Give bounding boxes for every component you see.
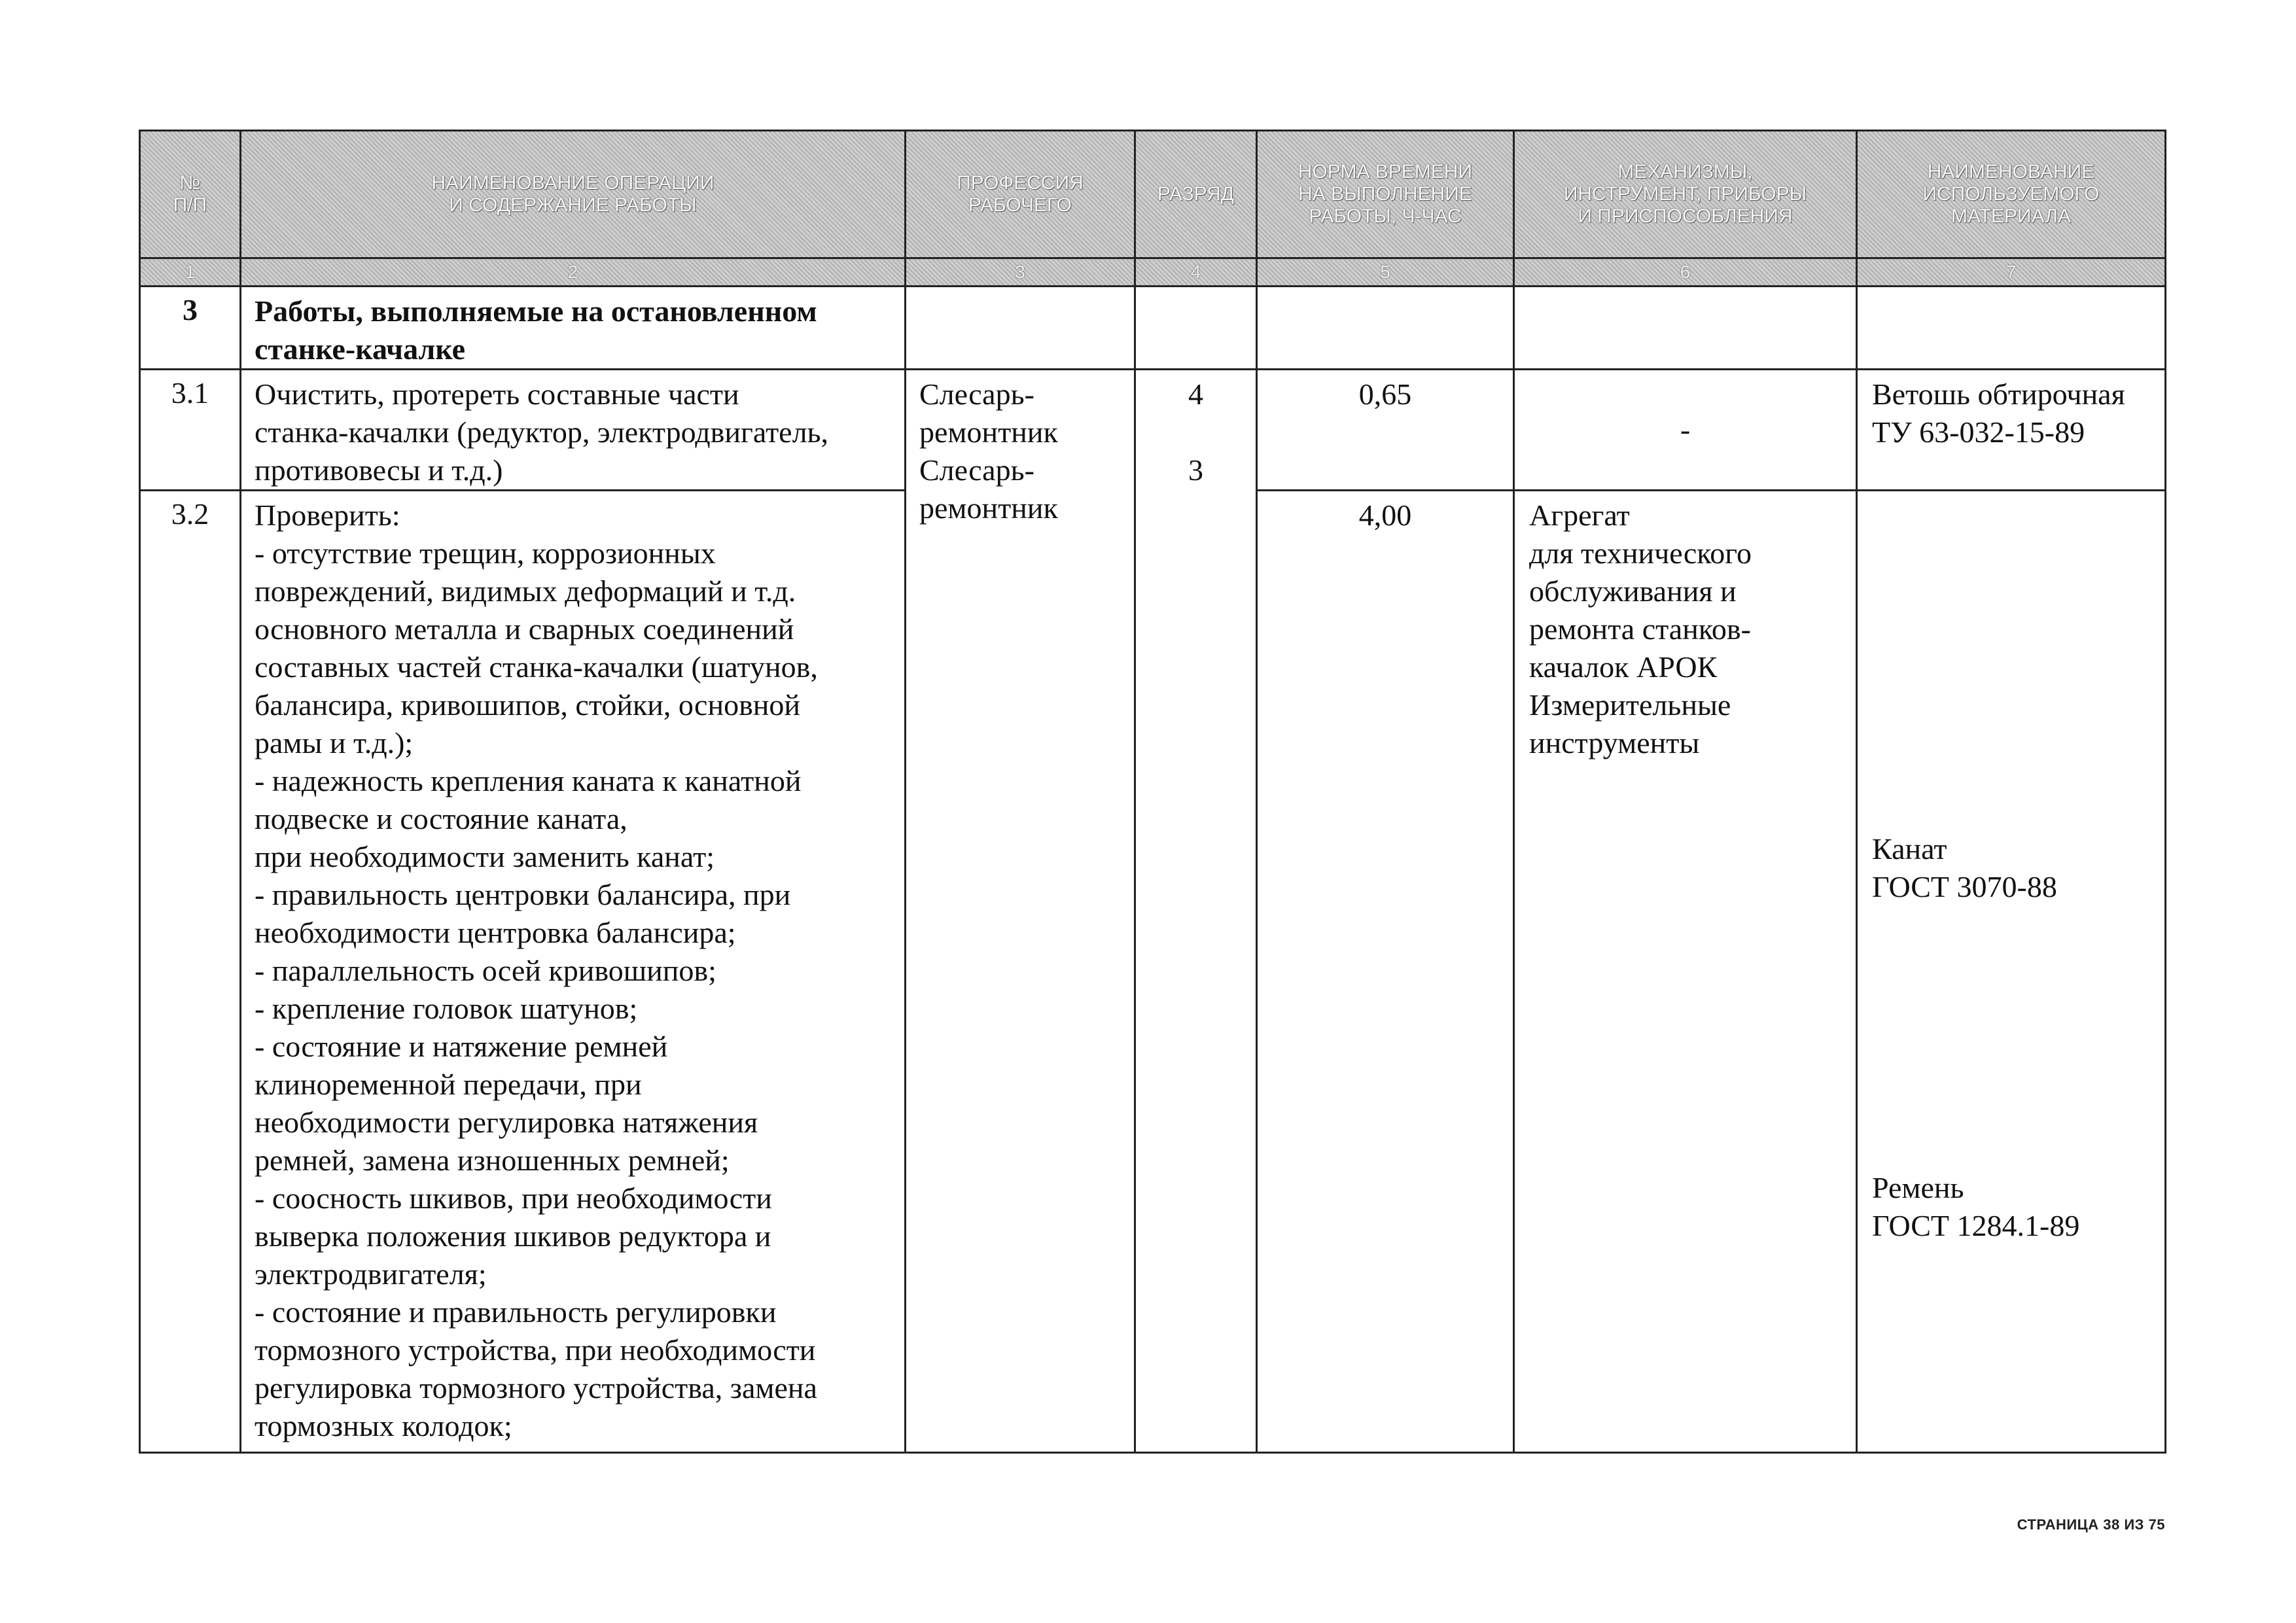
- rank-cell: 4 3: [1135, 370, 1257, 1453]
- column-number: 1: [140, 258, 241, 287]
- row-number: 3.2: [140, 491, 241, 1453]
- column-number: 6: [1514, 258, 1857, 287]
- table-row: [140, 370, 2166, 491]
- header-number: № П/П: [140, 131, 241, 258]
- header-time-norm: НОРМА ВРЕМЕНИ НА ВЫПОЛНЕНИЕ РАБОТЫ, Ч-ЧАС: [1257, 131, 1514, 258]
- header-rank: РАЗРЯД: [1135, 131, 1257, 258]
- material-cell: Ветошь обтирочная ТУ 63-032-15-89: [1857, 370, 2166, 491]
- page-number: СТРАНИЦА 38 ИЗ 75: [2017, 1516, 2165, 1533]
- empty-cell: [1514, 287, 1857, 370]
- time-norm: 0,65: [1257, 370, 1514, 491]
- table-header-row: [140, 131, 2166, 258]
- header-material: НАИМЕНОВАНИЕ ИСПОЛЬЗУЕМОГО МАТЕРИАЛА: [1857, 131, 2166, 258]
- column-number: 4: [1135, 258, 1257, 287]
- section-row: [140, 287, 2166, 370]
- row-number: 3.1: [140, 370, 241, 491]
- column-number: 2: [241, 258, 906, 287]
- mechanisms-cell: -: [1514, 370, 1857, 491]
- profession-cell: Слесарь- ремонтник Слесарь- ремонтник: [906, 370, 1135, 1453]
- empty-cell: [1857, 287, 2166, 370]
- material-spacer: [1872, 534, 2158, 792]
- material-cell: [1857, 491, 2166, 1453]
- operations-table: [139, 130, 2166, 1454]
- empty-cell: [1257, 287, 1514, 370]
- material-belt: Ремень ГОСТ 1284.1-89: [1872, 1171, 2080, 1242]
- operation-text: Проверить: - отсутствие трещин, коррозионных повреждений, видимых деформаций и т.д. основного металла и сварных соединений составных частей станка-качалки (шатунов, балансира, кривошипов, стойки, основной рамы и т.д.); - надежность крепления каната к канатной подвеске и состояние каната, при необходимости заменить канат; - правильность центровки балансира, при необходимости центровка балансира; - параллельность осей кривошипов; - крепление головок шатунов; - состояние и натяжение ремней клиноременной передачи, при необходимости регулировка натяжения ремней, замена изношенных ремней; - соосность шкивов, при необходимости выверка положения шкивов редуктора и электродвигателя; - состояние и правильность регулировки тормозного устройства, при необходимости регулировка тормозного устройства, замена тормозных колодок;: [241, 491, 906, 1453]
- column-number: 5: [1257, 258, 1514, 287]
- column-number-row: [140, 258, 2166, 287]
- operation-text: Очистить, протереть составные части станка-качалки (редуктор, электродвигатель, противовесы и т.д.): [241, 370, 906, 491]
- header-operation: НАИМЕНОВАНИЕ ОПЕРАЦИИ И СОДЕРЖАНИЕ РАБОТЫ: [241, 131, 906, 258]
- material-rope: Канат ГОСТ 3070-88: [1872, 832, 2057, 903]
- section-number: 3: [140, 287, 241, 370]
- mechanisms-cell: Агрегат для технического обслуживания и ремонта станков- качалок АРОК Измерительные инструменты: [1514, 491, 1857, 1453]
- time-norm: 4,00: [1257, 491, 1514, 1453]
- section-title: Работы, выполняемые на остановленном станке-качалке: [241, 287, 906, 370]
- empty-cell: [906, 287, 1135, 370]
- header-profession: ПРОФЕССИЯ РАБОЧЕГО: [906, 131, 1135, 258]
- column-number: 7: [1857, 258, 2166, 287]
- header-mechanisms: МЕХАНИЗМЫ, ИНСТРУМЕНТ, ПРИБОРЫ И ПРИСПОСОБЛЕНИЯ: [1514, 131, 1857, 258]
- column-number: 3: [906, 258, 1135, 287]
- material-spacer: [1872, 944, 2158, 1131]
- empty-cell: [1135, 287, 1257, 370]
